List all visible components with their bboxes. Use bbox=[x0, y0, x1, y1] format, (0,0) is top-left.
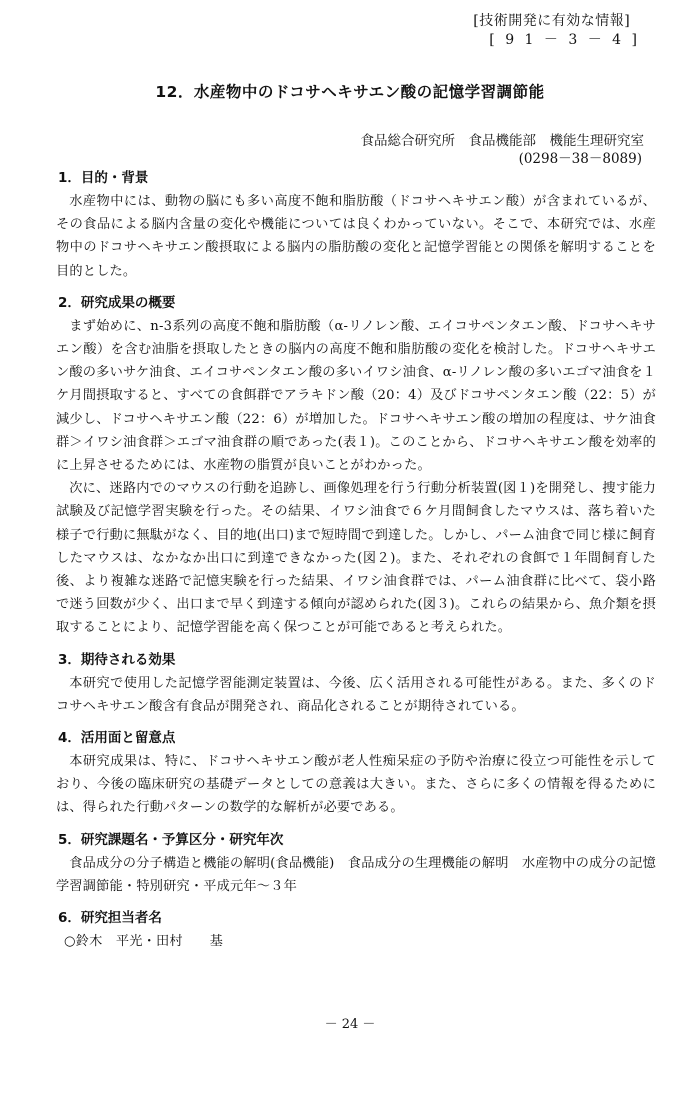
section-heading: 1．目的・背景 bbox=[58, 170, 149, 186]
section-heading: 6．研究担当者名 bbox=[58, 910, 162, 927]
affiliation-phone: (0298－38－8089) bbox=[518, 151, 642, 167]
section-paragraph: 本研究で使用した記憶学習能測定装置は、今後、広く活用される可能性がある。また、多くのドコサヘキサエン酸含有食品が開発され、商品化されることが期待されている。 bbox=[56, 675, 656, 714]
document-title: 12．水産物中のドコサヘキサエン酸の記憶学習調節能 bbox=[155, 83, 545, 101]
section-paragraph: 次に、迷路内でのマウスの行動を追跡し、画像処理を行う行動分析装置(図１)を開発し、捜す能力試験及び記憶学習実験を行った。その結果、イワシ油食で６ケ月間飼食したマウスは、落ち着いた様子で行動に無駄がなく、目的地(出口)まで短時間で到達した。しかし、パーム油食で同じ様に飼育したマウスは、なかなか出口に到達できなかった(図２)。また、それぞれの食餌で１年間飼育した後、より複雑な迷路で記憶実験を行った結果、イワシ油食群では、パーム油食群に比べて、袋小路で迷う回数が少く、出口まで早く到達する傾向が認められた(図３)。これらの結果から、魚介類を摂取することにより、記憶学習能を高く保つことが可能であると考えられた。 bbox=[56, 481, 656, 636]
section-paragraph: 本研究成果は、特に、ドコサヘキサエン酸が老人性痴呆症の予防や治療に役立つ可能性を示しており、今後の臨床研究の基礎データとしての意義は大きい。また、さらに多くの情報を得るためには、得られた行動パターンの数学的な解析が必要である。 bbox=[56, 754, 656, 816]
section-heading: 2．研究成果の概要 bbox=[58, 294, 176, 311]
document-body bbox=[56, 168, 656, 963]
document-category: [技術開発に有効な情報] bbox=[473, 13, 631, 29]
researcher-names: ○鈴木 平光・田村 基 bbox=[64, 934, 223, 950]
document-code: [ 9 1 － 3 － 4 ] bbox=[489, 32, 640, 48]
affiliation-org: 食品総合研究所 食品機能部 機能生理研究室 bbox=[360, 133, 644, 149]
section-applications bbox=[56, 728, 656, 820]
section-paragraph: まず始めに、n-3系列の高度不飽和脂肪酸（α-リノレン酸、エイコサペンタエン酸、ドコサヘキサエン酸）を含む油脂を摂取したときの脳内の高度不飽和脂肪酸の変化を検討した。ドコサヘキサエン酸の多いサケ油食、エイコサペンタエン酸の多いイワシ油食、α-リノレン酸の多いエゴマ油食を１ケ月間摂取すると、すべての食餌群でアラキドン酸（20：4）及びドコサペンタエン酸（22：5）が減少し、ドコサヘキサエン酸（22：6）が増加した。ドコサヘキサエン酸の増加の程度は、サケ油食群＞イワシ油食群＞エゴマ油食群の順であった(表１)。このことから、ドコサヘキサエン酸を効率的に上昇させるためには、水産物の脂質が良いことがわかった。 bbox=[56, 318, 656, 474]
section-researchers bbox=[56, 908, 656, 953]
section-heading: 3．期待される効果 bbox=[58, 651, 176, 668]
section-paragraph: 水産物中には、動物の脳にも多い高度不飽和脂肪酸（ドコサヘキサエン酸）が含まれているが、その食品による脳内含量の変化や機能については良くわかっていない。そこで、本研究では、水産物中のドコサヘキサエン酸摂取による脳内の脂肪酸の変化と記憶学習能との関係を解明することを目的とした。 bbox=[56, 194, 656, 279]
affiliation bbox=[361, 132, 645, 168]
section-paragraph: 食品成分の分子構造と機能の解明(食品機能) 食品成分の生理機能の解明 水産物中の成分の記憶学習調節能・特別研究・平成元年～３年 bbox=[56, 855, 656, 894]
section-heading: 4．活用面と留意点 bbox=[58, 730, 176, 747]
section-results bbox=[56, 293, 656, 640]
page-number: － 24 － bbox=[324, 1017, 376, 1032]
section-heading: 5．研究課題名・予算区分・研究年次 bbox=[58, 831, 284, 848]
section-purpose bbox=[56, 168, 656, 283]
document-tag bbox=[473, 12, 640, 50]
section-project-info bbox=[56, 830, 656, 898]
section-expected-effects bbox=[56, 650, 656, 718]
